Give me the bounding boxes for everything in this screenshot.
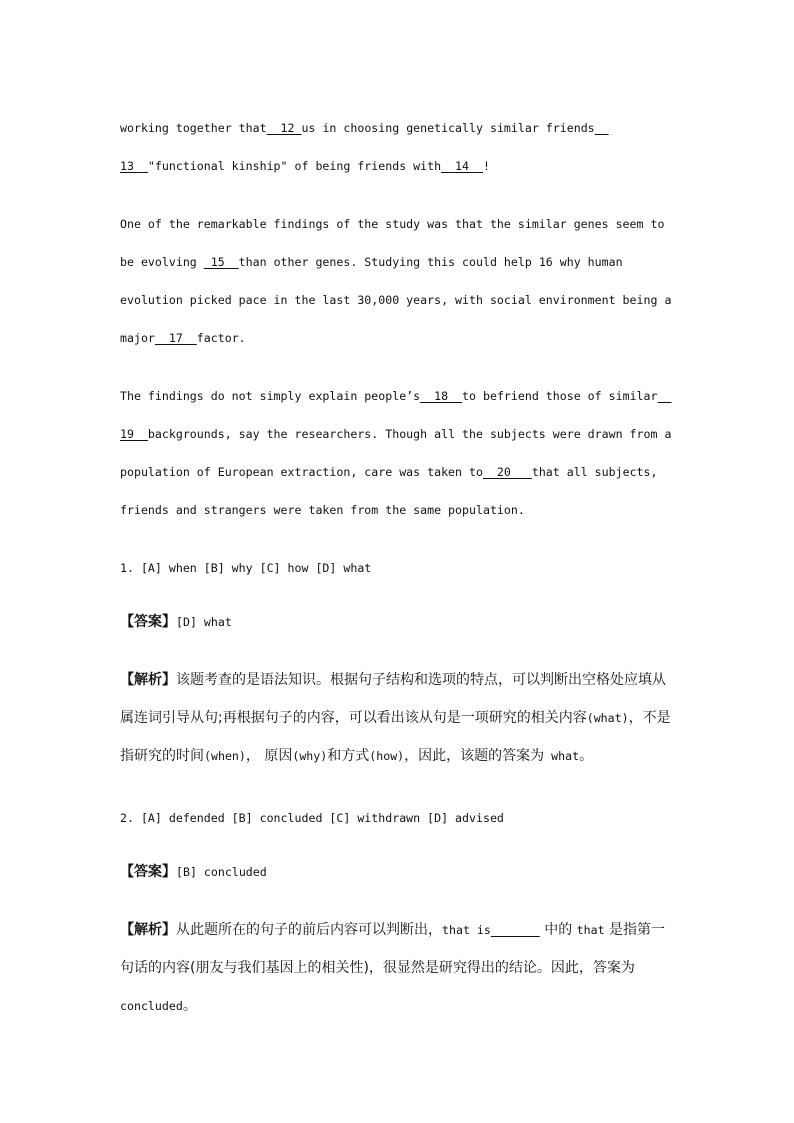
analysis-text: 是指第一 bbox=[604, 922, 666, 938]
analysis-label: 【解析】 bbox=[120, 672, 176, 688]
passage-text: be evolving bbox=[120, 255, 204, 269]
passage-text: that all subjects, bbox=[531, 465, 658, 479]
passage-line bbox=[120, 158, 490, 174]
analysis-line bbox=[120, 922, 665, 938]
answer-label: 【答案】 bbox=[120, 614, 176, 630]
passage-text: than other genes. Studying this could help 16 why human bbox=[238, 255, 623, 269]
blank-12: 12 bbox=[266, 121, 302, 135]
analysis-text: 。 bbox=[579, 748, 594, 764]
analysis-text: 和方式 bbox=[327, 748, 370, 764]
analysis-text: ，因此，该题的答案为 bbox=[404, 748, 545, 764]
blank-17: 17 bbox=[154, 331, 197, 345]
passage-line bbox=[120, 330, 246, 346]
passage-text: population of European extraction, care was taken to bbox=[120, 465, 483, 479]
analysis-line bbox=[120, 998, 197, 1014]
blank-13-start bbox=[595, 121, 609, 135]
passage-text: major bbox=[120, 331, 155, 345]
analysis-text: (when) bbox=[204, 749, 246, 763]
analysis-text: that is bbox=[442, 923, 491, 937]
analysis-line bbox=[120, 748, 593, 764]
analysis-text: 中的 bbox=[539, 922, 577, 938]
blank-18: 18 bbox=[420, 389, 463, 403]
passage-line bbox=[120, 120, 609, 136]
analysis-text: ，不是 bbox=[628, 710, 671, 726]
analysis-line bbox=[120, 710, 671, 726]
passage-line bbox=[120, 426, 671, 442]
blank-14: 14 bbox=[441, 159, 483, 173]
question-stem: 2. [A] defended [B] concluded [C] withdrawn [D] advised bbox=[120, 811, 504, 825]
passage-line: friends and strangers were taken from the same population. bbox=[120, 503, 525, 517]
blank-20: 20 bbox=[482, 465, 532, 479]
analysis-blank bbox=[491, 923, 540, 937]
passage-text: working together that bbox=[120, 121, 267, 135]
blank-15: 15 bbox=[203, 255, 239, 269]
analysis-text: 属连词引导从句;再根据句子的内容，可以看出该从句是一项研究的相关内容 bbox=[120, 710, 587, 726]
passage-text: "functional kinship" of being friends with bbox=[147, 159, 442, 173]
blank-13: 13 bbox=[120, 159, 148, 173]
analysis-text: 指研究的时间 bbox=[120, 748, 204, 764]
passage-text: The findings do not simply explain people’s bbox=[120, 389, 421, 403]
passage-line bbox=[120, 464, 657, 480]
blank-19: 19 bbox=[120, 427, 148, 441]
analysis-text: 该题考查的是语法知识。根据句子结构和选项的特点，可以判断出空格处应填从 bbox=[176, 672, 666, 688]
analysis-text: that bbox=[576, 923, 605, 937]
passage-text: factor. bbox=[196, 331, 246, 345]
analysis-text: what bbox=[544, 749, 580, 763]
passage-text: ! bbox=[482, 159, 490, 173]
analysis-text: (how) bbox=[369, 749, 405, 763]
answer-line bbox=[120, 864, 267, 880]
analysis-text: concluded bbox=[120, 999, 183, 1013]
answer-label: 【答案】 bbox=[120, 864, 176, 880]
question-stem: 1. [A] when [B] why [C] how [D] what bbox=[120, 561, 372, 575]
analysis-line bbox=[120, 672, 666, 688]
passage-line: One of the remarkable findings of the study was that the similar genes seem to bbox=[120, 217, 665, 231]
analysis-text: (what) bbox=[586, 711, 629, 725]
passage-text: us in choosing genetically similar friends bbox=[301, 121, 595, 135]
passage-text: backgrounds, say the researchers. Though all the subjects were drawn from a bbox=[147, 427, 672, 441]
analysis-line: 句话的内容(朋友与我们基因上的相关性)，很显然是研究得出的结论。因此，答案为 bbox=[120, 960, 635, 976]
passage-line bbox=[120, 388, 671, 404]
analysis-text: ， 原因 bbox=[245, 748, 293, 764]
answer-line bbox=[120, 614, 232, 630]
answer-value: [D] what bbox=[176, 615, 232, 629]
analysis-text: 从此题所在的句子的前后内容可以判断出， bbox=[176, 922, 442, 938]
passage-text: to befriend those of similar bbox=[462, 389, 658, 403]
passage-line: evolution picked pace in the last 30,000 years, with social environment being a bbox=[120, 293, 672, 307]
analysis-label: 【解析】 bbox=[120, 922, 176, 938]
analysis-text: 。 bbox=[182, 998, 197, 1014]
passage-line bbox=[120, 254, 623, 270]
blank-19-start bbox=[658, 389, 672, 403]
answer-value: [B] concluded bbox=[176, 865, 267, 879]
analysis-text: (why) bbox=[292, 749, 328, 763]
